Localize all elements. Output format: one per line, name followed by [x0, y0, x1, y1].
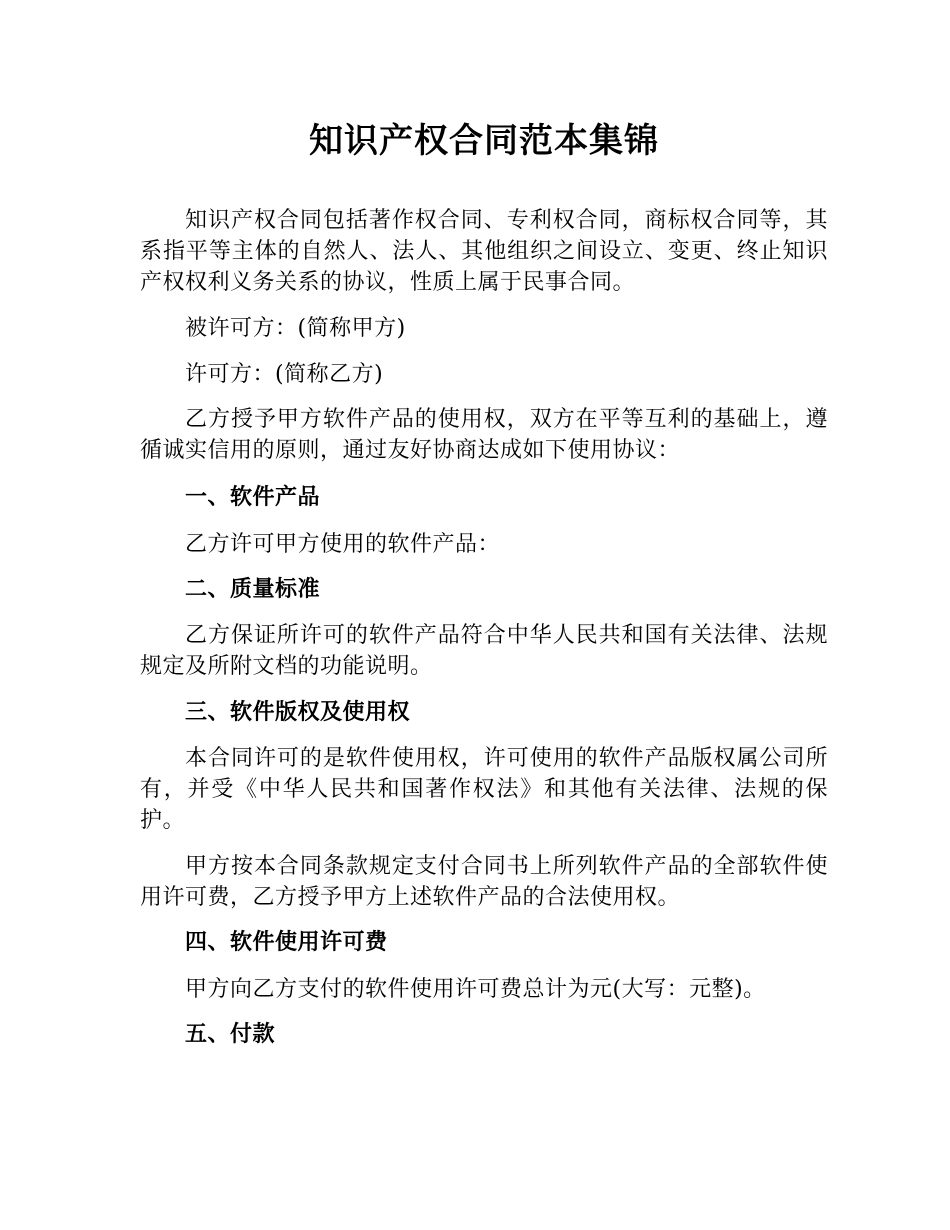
- grant-paragraph: 乙方授予甲方软件产品的使用权，双方在平等互利的基础上，遵循诚实信用的原则，通过友好协商达成如下使用协议：: [140, 407, 828, 463]
- document-page: [140, 0, 828, 1230]
- quality-standard-paragraph: 乙方保证所许可的软件产品符合中华人民共和国有关法律、法规规定及所附文档的功能说明。: [140, 623, 828, 679]
- copyright-paragraph: 本合同许可的是软件使用权，许可使用的软件产品版权属公司所有，并受《中华人民共和国著作权法》和其他有关法律、法规的保护。: [140, 746, 828, 833]
- license-fee-paragraph: 甲方向乙方支付的软件使用许可费总计为元(大写：元整)。: [185, 977, 766, 1002]
- section-heading-payment: 五、付款: [185, 1022, 276, 1047]
- section-heading-license-fee: 四、软件使用许可费: [185, 930, 388, 955]
- software-product-paragraph: 乙方许可甲方使用的软件产品：: [185, 532, 501, 557]
- licensor-line: 许可方：(简称乙方): [185, 362, 384, 387]
- document-title: 知识产权合同范本集锦: [309, 121, 659, 161]
- usage-right-paragraph: 甲方按本合同条款规定支付合同书上所列软件产品的全部软件使用许可费，乙方授予甲方上述软件产品的合法使用权。: [140, 854, 828, 910]
- section-heading-software-product: 一、软件产品: [185, 485, 321, 510]
- section-heading-quality-standard: 二、质量标准: [185, 577, 321, 602]
- intro-paragraph: 知识产权合同包括著作权合同、专利权合同，商标权合同等，其系指平等主体的自然人、法人、其他组织之间设立、变更、终止知识产权权利义务关系的协议，性质上属于民事合同。: [140, 208, 828, 295]
- section-heading-copyright: 三、软件版权及使用权: [185, 700, 411, 725]
- licensee-line: 被许可方：(简称甲方): [185, 316, 406, 341]
